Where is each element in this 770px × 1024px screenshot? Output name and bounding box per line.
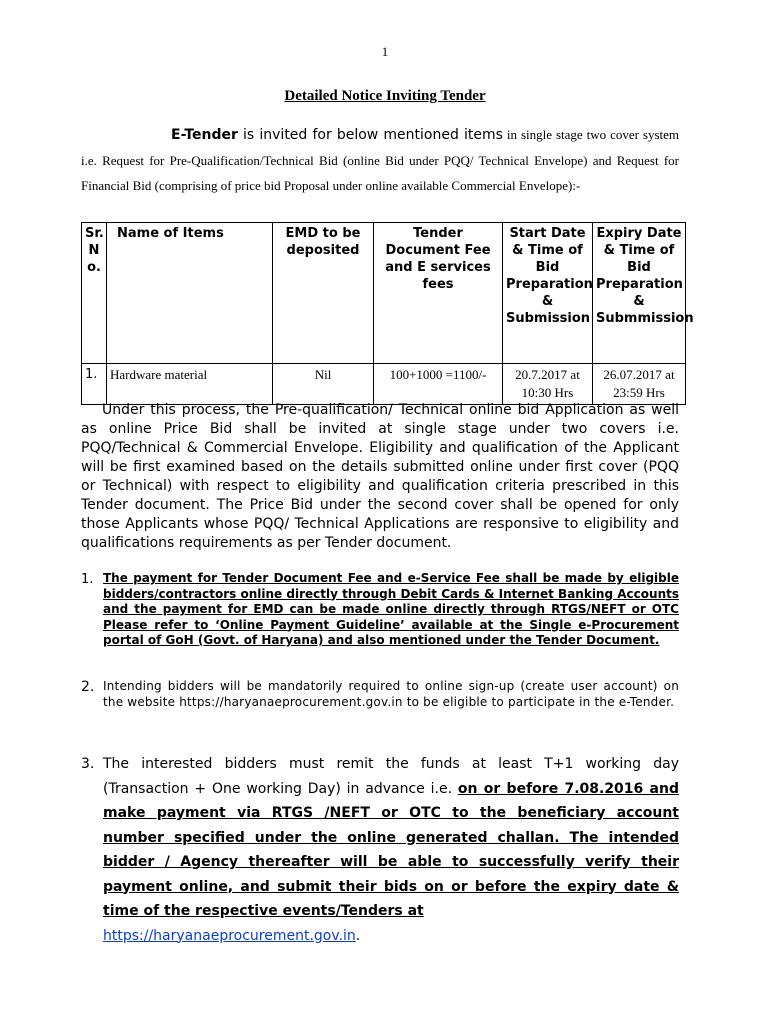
list-item-text: [103, 752, 679, 948]
page-title: Detailed Notice Inviting Tender: [284, 88, 486, 104]
header-tender-fee: Tender Document Fee and E services fees: [374, 223, 503, 364]
list-item-text: Intending bidders will be mandatorily required to online sign-up (create user account) on the website https://haryanaeprocurement.gov.in to be eligible to participate in the e-Tender.: [103, 679, 679, 709]
list-item-end: .: [355, 927, 361, 944]
intro-lead-text: is invited for below mentioned items: [237, 127, 503, 143]
list-item-number: 2.: [81, 679, 95, 695]
tender-table: [81, 222, 694, 405]
intro-rest-text: in single stage two cover system i.e. Request for Pre-Qualification/Technical Bid (online Bid under PQQ/ Technical Envelope) and Request for Financial Bid (comprising of price bid Proposal under online available Commercial Envelope):-: [81, 127, 679, 193]
table-row: [82, 364, 686, 405]
table-header-row: [82, 223, 686, 364]
header-start-date: Start Date & Time of Bid Preparation & Submission: [503, 223, 593, 364]
cell-fee: 100+1000 =1100/-: [374, 364, 503, 405]
process-paragraph: [81, 401, 679, 553]
header-sr-no: Sr. N o.: [82, 223, 107, 364]
list-item-plain-text: The interested bidders must remit the funds at least T+1 working day (Transaction + One working Day) in advance i.e.: [103, 756, 679, 797]
process-paragraph-text: Under this process, the Pre-qualification/ Technical online bid Application as well as online Price Bid shall be invited at single stage under two covers i.e. PQQ/Technical & Commercial Envelope. Eligibility and qualification of the Applicant will be first examined based on the details submitted online under first cover (PQQ or Technical) with respect to eligibility and qualification criteria prescribed in this Tender document. The Price Bid under the second cover shall be opened for only those Applicants whose PQQ/ Technical Applications are responsive to eligibility and qualifications requirements as per Tender document.: [81, 402, 679, 551]
cell-expiry: 26.07.2017 at 23:59 Hrs: [593, 364, 686, 405]
list-item-bold-text: on or before 7.08.2016 and make payment via RTGS /NEFT or OTC to the beneficiary account number specified under the online generated challan. The intended bidder / Agency thereafter will be able to successfully verify their payment online, and submit their bids on or before the expiry date & time of the respective events/Tenders at: [103, 780, 679, 919]
list-item-number: 3.: [81, 756, 95, 772]
list-item-number: 1.: [81, 572, 94, 587]
portal-link[interactable]: https://haryanaeprocurement.gov.in: [103, 927, 356, 944]
header-name-of-items: Name of Items: [107, 223, 273, 364]
page-number: 1: [381, 44, 389, 59]
intro-lead-bold: E-Tender: [171, 127, 238, 143]
cell-sr: 1.: [82, 364, 107, 405]
intro-paragraph: [81, 122, 679, 198]
cell-start: 20.7.2017 at 10:30 Hrs: [503, 364, 593, 405]
header-expiry-date: Expiry Date & Time of Bid Preparation & Submmission: [593, 223, 686, 364]
list-item-text: The payment for Tender Document Fee and e-Service Fee shall be made by eligible bidders/contractors online directly through Debit Cards & Internet Banking Accounts and the payment for EMD can be made online directly through RTGS/NEFT or OTC Please refer to ‘Online Payment Guideline’ available at the Single e-Procurement portal of GoH (Govt. of Haryana) and also mentioned under the Tender Document.: [103, 571, 679, 647]
header-emd: EMD to be deposited: [273, 223, 374, 364]
cell-name: Hardware material: [107, 364, 273, 405]
cell-emd: Nil: [273, 364, 374, 405]
